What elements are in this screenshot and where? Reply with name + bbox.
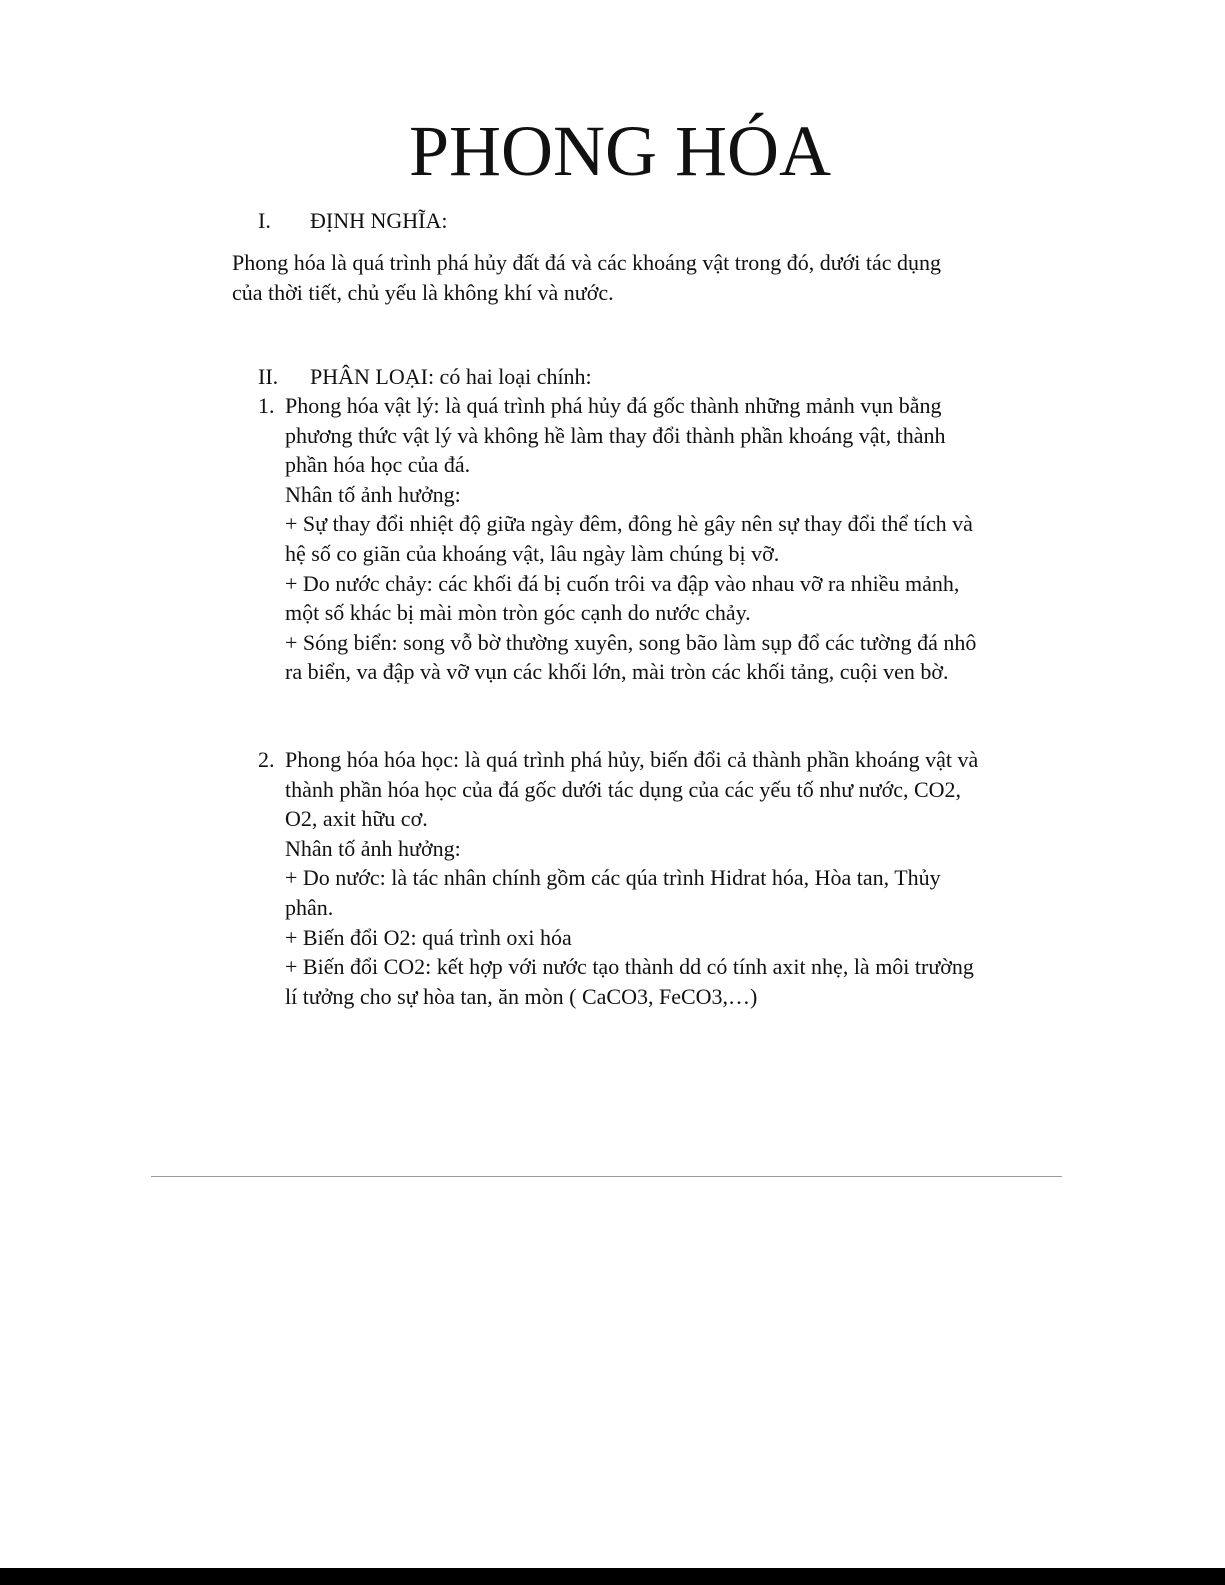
bottom-edge-bar — [0, 1568, 1225, 1585]
list-item-1-definition: Phong hóa vật lý: là quá trình phá hủy đá gốc thành những mảnh vụn bằng phương thức vật lý và không hề làm thay đổi thành phần khoáng vật, thành phần hóa học của đá. — [285, 393, 946, 478]
page-divider — [151, 1176, 1062, 1177]
document-title: PHONG HÓA — [408, 111, 831, 191]
list-item-1-factor-temperature: + Sự thay đổi nhiệt độ giữa ngày đêm, đông hè gây nên sự thay đổi thể tích và hệ số co giãn của khoáng vật, lâu ngày làm chúng bị vỡ. — [285, 511, 973, 566]
list-item-2-factor-o2: + Biến đổi O2: quá trình oxi hóa — [285, 924, 572, 950]
list-item-1-factor-water: + Do nước chảy: các khối đá bị cuốn trôi va đập vào nhau vỡ ra nhiều mảnh, một số khác bị mài mòn tròn góc cạnh do nước chảy. — [285, 570, 960, 626]
section-2-numeral: II. — [258, 364, 279, 389]
section-1-numeral: I. — [258, 208, 271, 233]
list-item-1 — [285, 391, 977, 687]
list-item-1-factors-heading: Nhân tố ảnh hưởng: — [285, 481, 461, 507]
list-item-2-number: 2. — [258, 747, 275, 772]
list-item-2-factor-water: + Do nước: là tác nhân chính gồm các qúa trình Hidrat hóa, Hòa tan, Thủy phân. — [285, 865, 941, 920]
list-item-2-definition: Phong hóa hóa học: là quá trình phá hủy, biến đổi cả thành phần khoáng vật và thành phần hóa học của đá gốc dưới tác dụng của các yếu tố như nước, CO2, O2, axit hữu cơ. — [285, 747, 979, 832]
section-1-heading: ĐỊNH NGHĨA: — [310, 208, 448, 233]
list-item-2-factors-heading: Nhân tố ảnh hưởng: — [285, 835, 461, 861]
section-2-heading: PHÂN LOẠI: có hai loại chính: — [310, 364, 592, 389]
section-1-body: Phong hóa là quá trình phá hủy đất đá và các khoáng vật trong đó, dưới tác dụng của thời tiết, chủ yếu là không khí và nước. — [232, 250, 942, 305]
list-item-1-number: 1. — [258, 393, 275, 418]
list-item-2-factor-co2: + Biến đổi CO2: kết hợp với nước tạo thành dd có tính axit nhẹ, là môi trường lí tưởng cho sự hòa tan, ăn mòn ( CaCO3, FeCO3,…) — [285, 954, 974, 1009]
list-item-2 — [285, 745, 985, 1011]
list-item-1-factor-waves: + Sóng biển: song vỗ bờ thường xuyên, song bão làm sụp đổ các tường đá nhô ra biển, va đập và vỡ vụn các khối lớn, mài tròn các khối tảng, cuội ven bờ. — [285, 629, 977, 685]
